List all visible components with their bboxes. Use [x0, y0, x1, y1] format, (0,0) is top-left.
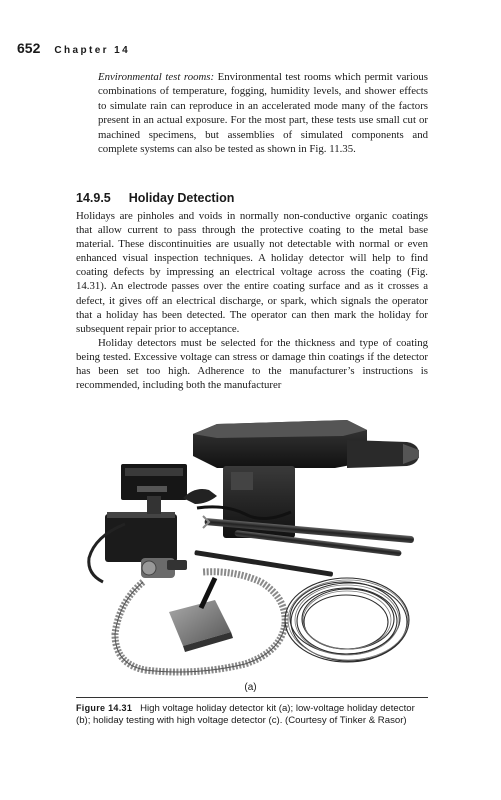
intro-paragraph	[98, 70, 428, 156]
section-number: 14.9.5	[76, 191, 111, 205]
holiday-detector-kit-photo	[85, 412, 425, 680]
intro-lead: Environmental test rooms:	[98, 71, 215, 83]
page-number: 652	[17, 40, 41, 56]
figure-number: Figure 14.31	[76, 703, 133, 713]
section-heading	[76, 191, 234, 205]
body-paragraph-1: Holidays are pinholes and voids in normally non-conductive organic coatings that allow current to pass through the protective coating to the metal base material. These discontinuities are usually not detectable with normal or even enhanced visual inspection techniques. A holiday detector will help to find coating defects by impressing an electrical voltage across the coating (Fig. 14.31). An electrode passes over the entire coating surface and as it crosses a defect, it gives off an electrical discharge, or spark, which signals the operator that a holiday has been detected. The operator can then mark the holiday for subsequent repair prior to acceptance.	[76, 210, 428, 335]
intro-text: Environmental test rooms which permit various combinations of temperature, fogging, humidity levels, and shower effects to simulate rain can reproduce in an accelerated mode many of the factors present in an actual exposure. For the most part, these tests use small cut or machined specimens, but assemblies of simulated components and complete systems can also be tested as shown in Fig. 11.35.	[98, 71, 428, 156]
caption-rule	[76, 697, 428, 698]
figure-caption	[76, 702, 428, 727]
figure-panel-label: (a)	[244, 682, 257, 693]
body-text	[76, 209, 428, 392]
section-title: Holiday Detection	[128, 191, 235, 205]
figure-caption-text: High voltage holiday detector kit (a); low-voltage holiday detector (b); holiday testing with high voltage detector (c). (Courtesy of Tinker & Rasor)	[76, 703, 415, 727]
body-paragraph-2: Holiday detectors must be selected for the thickness and type of coating being tested. Excessive voltage can stress or damage thin coatings if the detector has been set too high. Adherence to the manufacturer’s instructions is recommended, including both the manufacturer	[76, 336, 428, 392]
chapter-label: Chapter 14	[54, 45, 131, 56]
page-header	[17, 40, 130, 56]
